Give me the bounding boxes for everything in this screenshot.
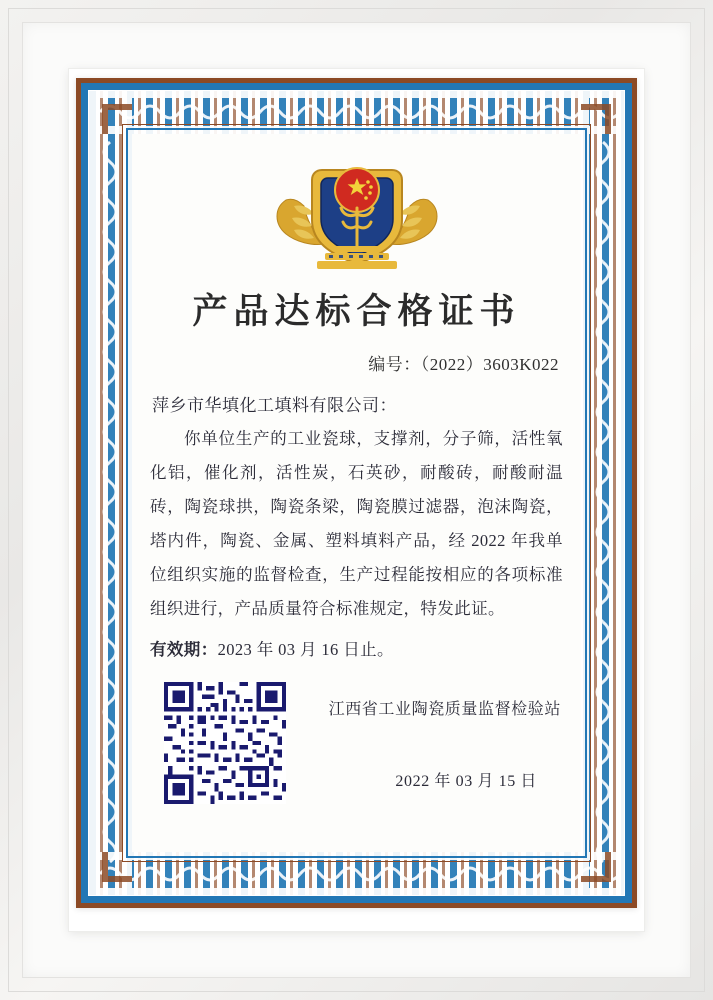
certificate-footer — [150, 682, 563, 832]
body-text: 你单位生产的工业瓷球，支撑剂，分子筛，活性氧化铝，催化剂，活性炭，石英砂，耐酸砖，耐酸耐温砖，陶瓷球拱，陶瓷条梁，陶瓷膜过滤器，泡沫陶瓷，塔内件，陶瓷、金属、塑料填料产品，经 2022 年我单位组织实施的监督检查，生产过程能按相应的各项标准组织进行，产品质量符合标准规定，特发此证。 — [150, 429, 563, 618]
validity-label: 有效期： — [150, 640, 218, 659]
certificate-content — [134, 136, 579, 850]
validity-line — [150, 636, 563, 660]
issuer-name: 江西省工业陶瓷质量监督检验站 — [328, 701, 561, 718]
qr-code-icon — [164, 682, 286, 804]
addressee: 萍乡市华填化工填料有限公司： — [152, 396, 397, 415]
emblem-container — [150, 154, 563, 278]
validity-value: 2023 年 03 月 16 日止。 — [217, 640, 394, 659]
national-emblem-quality-supervision-badge-icon — [272, 154, 442, 278]
page-title: 产品达标合格证书 — [192, 292, 521, 331]
certificate-number: 编号：（2022）3603K022 — [368, 355, 559, 374]
certificate-sheet — [76, 78, 637, 908]
issue-date: 2022 年 03 月 15 日 — [395, 773, 537, 790]
